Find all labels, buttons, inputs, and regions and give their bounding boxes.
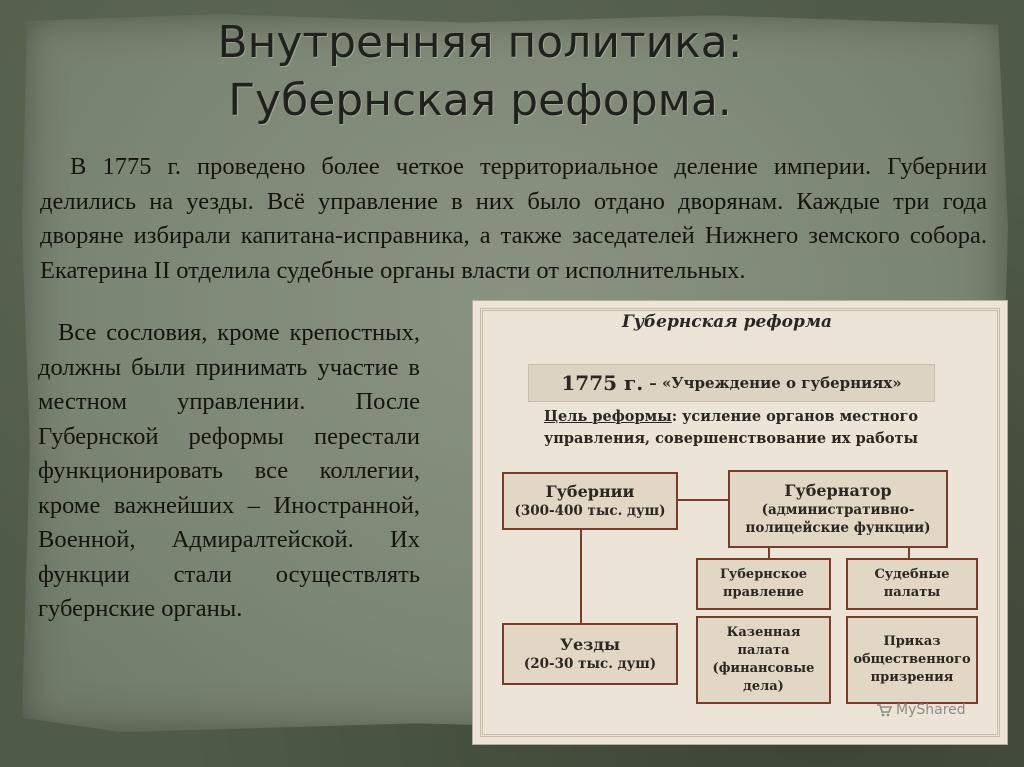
- connector-gubernii-gubernator: [677, 499, 728, 501]
- kazennaya-line-3: (финансовые: [712, 661, 815, 676]
- year-label: 1775 г.: [561, 371, 644, 395]
- box-gub-pravlenie: [696, 558, 831, 610]
- prikaz-line-3: призрения: [870, 670, 954, 685]
- kazennaya-line-4: дела): [743, 679, 784, 694]
- watermark: [876, 702, 966, 718]
- decree-label: – «Учреждение о губерниях»: [649, 374, 902, 392]
- uezdy-detail: (20-30 тыс. душ): [523, 656, 657, 672]
- title-line-1: Внутренняя политика:: [217, 17, 743, 68]
- diagram-title: Губернская реформа: [622, 312, 833, 332]
- goal-text: : усиление органов местного управления, совершенствование их работы: [544, 408, 919, 447]
- gubernii-detail: (300-400 тыс. душ): [514, 503, 666, 519]
- gub-pravlenie-line-2: правление: [723, 585, 804, 600]
- connector-gubernii-uezdy-vertical: [580, 528, 582, 623]
- cart-icon: [876, 704, 892, 717]
- kazennaya-line-1: Казенная: [726, 625, 801, 640]
- box-gubernii: [502, 472, 678, 530]
- year-banner: [528, 364, 935, 402]
- body-paragraph-2: Все сословия, кроме крепостных, должны были принимать участие в местном управлении. После Губернской реформы перестали функционировать все коллегии, кроме важнейших – Иностранной, Военной, Адмиралтейской. Их функции стали осуществлять губернские органы.: [38, 319, 420, 622]
- uezdy-name: Уезды: [559, 635, 621, 654]
- reform-diagram: [472, 300, 1008, 745]
- gubernator-name: Губернатор: [784, 481, 892, 500]
- sud-palaty-line-2: палаты: [883, 585, 941, 600]
- reform-goal: [544, 406, 964, 450]
- gubernii-name: Губернии: [545, 482, 635, 501]
- prikaz-line-1: Приказ: [883, 634, 941, 649]
- connector-gubernator-branches: [768, 548, 770, 558]
- gubernator-line-2: полицейские функции): [745, 520, 931, 536]
- page-title: [0, 14, 960, 130]
- body-paragraph-1: В 1775 г. проведено более четкое территориальное деление империи. Губернии делились на уезды. Всё управление в них было отдано дворянам. Каждые три года дворяне избирали капитана-исправника, а также заседателей Нижнего земского собора. Екатерина II отделила судебные органы власти от исполнительных.: [40, 153, 987, 284]
- connector-gubernator-branches: [908, 548, 910, 558]
- gubernator-line-1: (административно-: [761, 502, 915, 518]
- box-prikaz: [846, 616, 978, 704]
- gub-pravlenie-line-1: Губернское: [719, 567, 808, 582]
- goal-label: Цель реформы: [544, 408, 672, 425]
- sud-palaty-line-1: Судебные: [874, 567, 950, 582]
- title-line-2: Губернская реформа.: [228, 75, 732, 126]
- box-gubernator: [728, 470, 948, 548]
- watermark-text: MyShared: [896, 702, 966, 718]
- box-sud-palaty: [846, 558, 978, 610]
- kazennaya-line-2: палата: [737, 643, 790, 658]
- prikaz-line-2: общественного: [853, 652, 971, 667]
- box-kazennaya-palata: [696, 616, 831, 704]
- box-uezdy: [502, 623, 678, 685]
